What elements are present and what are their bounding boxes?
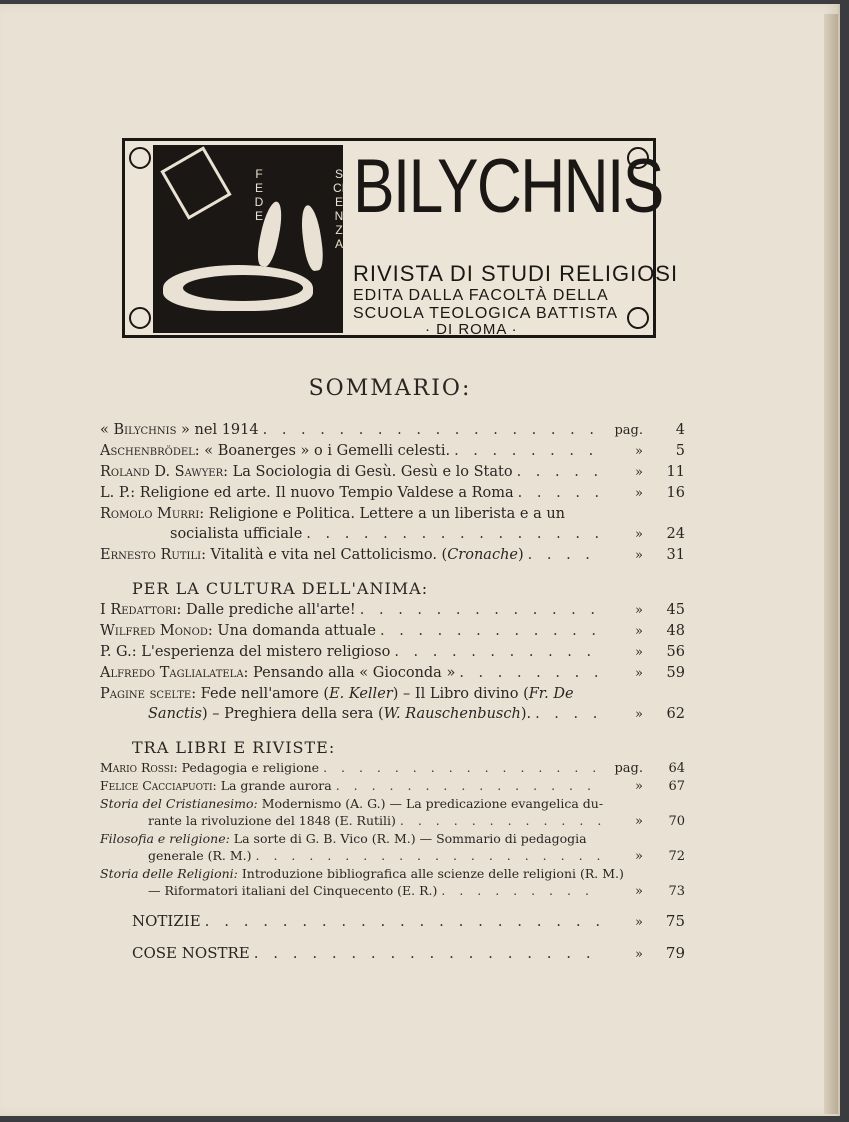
entry-title: : L'esperienza del mistero religioso (131, 644, 391, 660)
leader-dots (360, 600, 603, 620)
page-mark: » (635, 779, 643, 794)
page-number: 70 (668, 814, 685, 829)
page-number: 59 (666, 665, 685, 681)
page-mark: » (635, 444, 643, 459)
leader-dots (400, 812, 603, 829)
entry-title-continuation: — Riformatori italiani del Cinquecento (E. R.) (148, 883, 438, 898)
lamp-shadow (183, 275, 303, 301)
leader-dots (454, 441, 603, 461)
entry-author: « Bilychnis » (100, 422, 190, 438)
leader-dots (459, 663, 603, 683)
page-mark: pag. (614, 423, 643, 438)
section-notizie: NOTIZIE (132, 912, 201, 930)
entry-author: Roland D. Sawyer (100, 464, 224, 480)
entry-author: Romolo Murri (100, 506, 200, 522)
ornament-bottom-left (129, 307, 151, 329)
toc-entry (100, 759, 685, 777)
entry-author: Alfredo Taglialatela (100, 665, 244, 681)
toc-entry (100, 504, 685, 524)
crystal-icon (160, 146, 231, 219)
section-heading-libri: TRA LIBRI E RIVISTE: (132, 738, 336, 757)
toc-entry (100, 663, 685, 684)
page-number: 56 (666, 644, 685, 660)
entry-title: : Una domanda attuale (207, 623, 376, 639)
publisher-line-1: EDITA DALLA FACOLTÀ DELLA (353, 287, 609, 304)
leader-dots (205, 906, 603, 936)
page-mark: » (635, 947, 643, 962)
leader-dots (441, 882, 603, 899)
toc-entry (100, 777, 685, 795)
entry-title: ) – Il Libro divino ( (392, 686, 529, 702)
journal-title: BILYCHNIS (353, 144, 663, 229)
entry-author: Wilfred Monod (100, 623, 208, 639)
entry-title-continuation: socialista ufficiale (170, 526, 303, 542)
publisher-line-2: SCUOLA TEOLOGICA BATTISTA (353, 305, 619, 322)
toc-entry (100, 865, 685, 882)
leader-dots (528, 545, 603, 565)
toc-entry-continuation (100, 847, 685, 865)
page-mark: » (635, 603, 643, 618)
section-heading-cultura: PER LA CULTURA DELL'ANIMA: (132, 579, 429, 598)
entry-title: Modernismo (A. G.) — La predicazione evangelica du- (257, 796, 604, 811)
page-number: 75 (665, 912, 685, 930)
entry-author: Aschenbrödel (100, 443, 195, 459)
page-number: 24 (666, 526, 685, 542)
toc-entry (100, 420, 685, 441)
page-mark: » (635, 849, 643, 864)
entry-title-italic: E. Keller (329, 686, 393, 702)
page-number: 79 (665, 944, 685, 962)
entry-author: Ernesto Rutili (100, 547, 202, 563)
toc-entry (100, 938, 685, 970)
page-mark: » (635, 465, 643, 480)
section-cose-nostre: COSE NOSTRE (132, 944, 250, 962)
page-number: 45 (666, 602, 685, 618)
ornament-top-left (129, 147, 151, 169)
masthead (122, 138, 679, 338)
page-mark: » (635, 624, 643, 639)
entry-rubric: Storia delle Religioni: (100, 866, 238, 881)
page-number: 72 (668, 849, 685, 864)
entry-title: : La grande aurora (212, 778, 332, 793)
leader-dots (263, 420, 603, 440)
entry-author: P. G. (100, 644, 132, 660)
page-mark: » (635, 884, 643, 899)
leader-dots (394, 642, 603, 662)
toc-entry (100, 621, 685, 642)
toc-entry (100, 830, 685, 847)
toc-entry (100, 545, 685, 566)
leader-dots (306, 524, 603, 544)
page-mark: » (635, 915, 643, 930)
page-mark: » (635, 814, 643, 829)
page-number: 62 (666, 706, 685, 722)
page-number: 64 (668, 761, 685, 776)
page-mark: » (635, 645, 643, 660)
vertical-word-fede: FEDE (254, 167, 264, 223)
entry-title-italic: Fr. De (528, 686, 574, 702)
journal-subtitle: RIVISTA DI STUDI RELIGIOSI (353, 261, 679, 286)
entry-title: : Pensando alla « Gioconda » (243, 665, 456, 681)
page-number: 4 (675, 422, 685, 438)
vertical-word-scienza: SCIENZA (333, 167, 345, 251)
entry-title-italic: Cronache (447, 547, 518, 563)
document-page (0, 4, 840, 1116)
page-number: 11 (666, 464, 685, 480)
page-number: 16 (666, 485, 685, 501)
entry-title-continuation: rante la rivoluzione del 1848 (E. Rutili) (148, 813, 396, 828)
page-mark: pag. (614, 761, 643, 776)
entry-title-end: ) (517, 547, 524, 563)
flame-icon (298, 204, 325, 272)
toc-entry-continuation (100, 524, 685, 545)
entry-title-continuation: generale (R. M.) (148, 848, 252, 863)
entry-title: : Vitalità e vita nel Cattolicismo. ( (201, 547, 448, 563)
entry-title: : Pedagogia e religione (173, 760, 320, 775)
toc-entry (100, 441, 685, 462)
toc-entry-continuation (100, 812, 685, 830)
toc-entry (100, 642, 685, 663)
entry-title: : Dalle prediche all'arte! (176, 602, 356, 618)
page-number: 67 (668, 779, 685, 794)
page-mark: » (635, 527, 643, 542)
page-mark: » (635, 486, 643, 501)
libri-list (100, 759, 685, 900)
entry-title: : La Sociologia di Gesù. Gesù e lo Stato (223, 464, 513, 480)
table-of-contents (100, 420, 685, 970)
page-edge (824, 14, 838, 1114)
ornament-bottom-right (627, 307, 649, 329)
entry-title: Introduzione bibliografica alle scienze delle religioni (R. M.) (237, 866, 624, 881)
lamp-illustration (153, 145, 343, 333)
entry-title-italic: Sanctis (148, 706, 202, 722)
closing-sections (100, 906, 685, 970)
page-mark: » (635, 548, 643, 563)
entry-author: Felice Cacciapuoti (100, 778, 213, 793)
leader-dots (518, 483, 603, 503)
entry-title: : Religione e Politica. Lettere a un liberista e a un (199, 506, 566, 522)
entry-author: Mario Rossi (100, 760, 174, 775)
entry-title-italic: W. Rauschenbusch (383, 706, 521, 722)
page-number: 5 (675, 443, 685, 459)
toc-entry (100, 483, 685, 504)
page-number: 48 (666, 623, 685, 639)
entry-author: I Redattori (100, 602, 177, 618)
leader-dots (256, 847, 603, 864)
entry-title: : « Boanerges » o i Gemelli celesti. (194, 443, 451, 459)
entry-title: ) – Preghiera della sera ( (201, 706, 384, 722)
entry-author: Pagine scelte (100, 686, 192, 702)
leader-dots (380, 621, 603, 641)
entry-author: L. P. (100, 485, 131, 501)
toc-entry (100, 906, 685, 938)
leader-dots (336, 777, 603, 794)
toc-entry (100, 600, 685, 621)
toc-entry (100, 462, 685, 483)
leader-dots (535, 704, 603, 724)
toc-entry (100, 795, 685, 812)
entry-title: ). (520, 706, 532, 722)
page-mark: » (635, 666, 643, 681)
entry-rubric: Storia del Cristianesimo: (100, 796, 258, 811)
sommario-heading: SOMMARIO: (308, 376, 472, 401)
toc-entry (100, 684, 685, 704)
entry-title: nel 1914 (189, 422, 259, 438)
publisher-city: · DI ROMA · (425, 321, 518, 338)
toc-entry-continuation (100, 704, 685, 725)
page-number: 73 (668, 884, 685, 899)
entry-title: : Fede nell'amore ( (191, 686, 330, 702)
entry-title: : Religione ed arte. Il nuovo Tempio Valdese a Roma (130, 485, 514, 501)
toc-entry-continuation (100, 882, 685, 900)
leader-dots (517, 462, 603, 482)
page-number: 31 (666, 547, 685, 563)
entry-title: La sorte di G. B. Vico (R. M.) — Sommario di pedagogia (229, 831, 587, 846)
leader-dots (323, 759, 603, 776)
page-mark: » (635, 707, 643, 722)
leader-dots (254, 938, 603, 968)
entry-rubric: Filosofia e religione: (100, 831, 230, 846)
